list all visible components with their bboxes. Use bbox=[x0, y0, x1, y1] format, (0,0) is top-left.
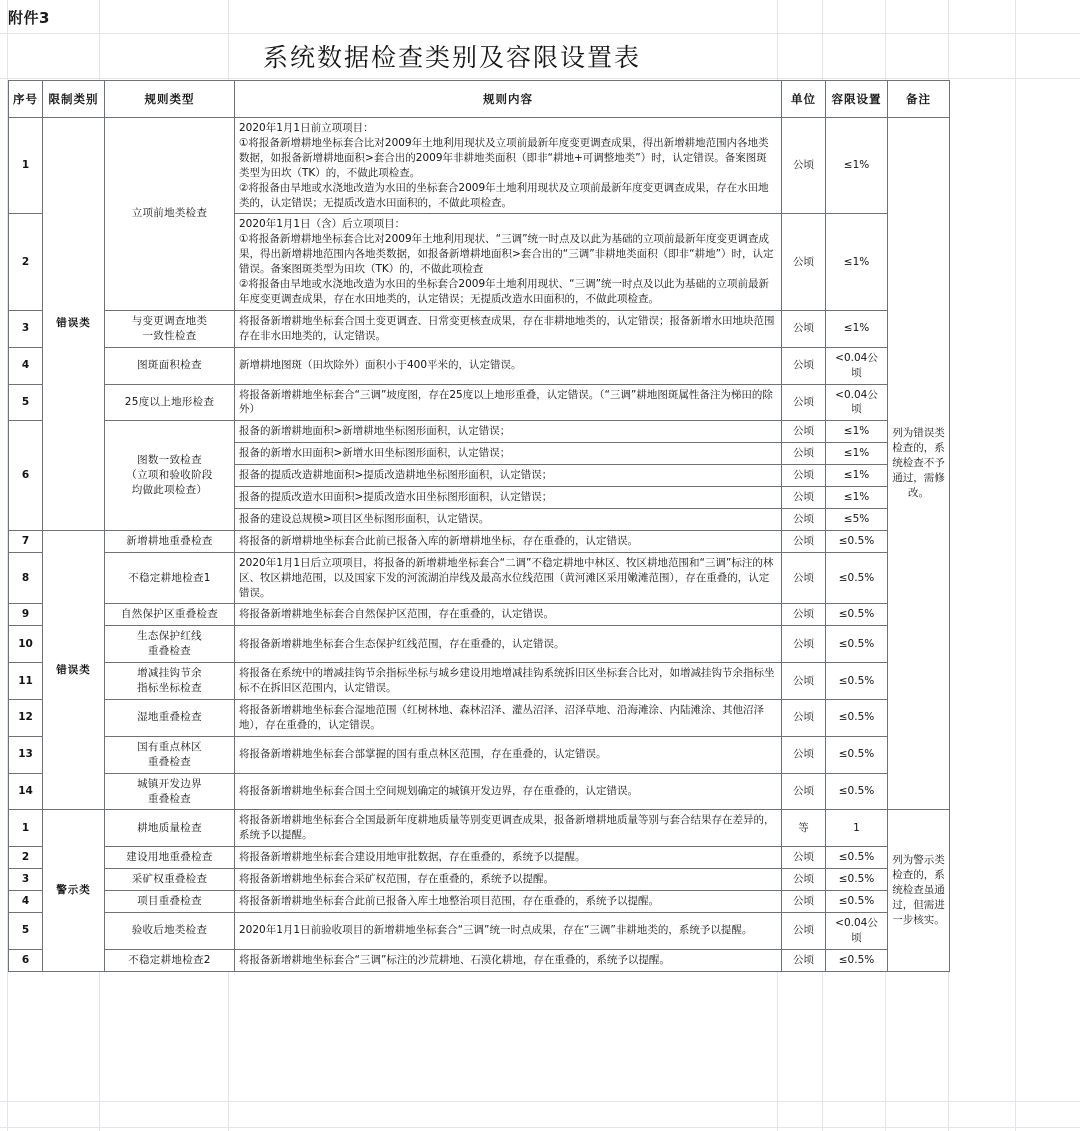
cell-index: 5 bbox=[9, 912, 43, 949]
cell-note-warning: 列为警示类检查的，系统检查虽通过，但需进一步核实。 bbox=[888, 810, 950, 971]
cell-tolerance: ≤0.5% bbox=[826, 847, 888, 869]
cell-rule-type: 国有重点林区 重叠检查 bbox=[105, 736, 235, 773]
cell-rule-content: 报备的提质改造水田面积>提质改造水田坐标图形面积，认定错误； bbox=[235, 487, 782, 509]
table-body bbox=[9, 118, 950, 972]
column-header-note: 备注 bbox=[888, 81, 950, 118]
cell-index: 5 bbox=[9, 384, 43, 421]
cell-rule-content: 2020年1月1日（含）后立项项目： ①将报备新增耕地坐标套合比对2009年土地利用现状、“三调”统一时点及以此为基础的立项前最新年度变更调查成果，得出新增耕地范围内各地类数据，如报备新增耕地面积>套合出的“三调”非耕地类面积（即非“耕地”）时，认定错误。备案图斑类型为田坎（TK）的，不做此项检查 ②将报备由旱地或水浇地改造为水田的坐标套合2009年土地利用现状、“三调”统一时点及以此为基础的立项前最新年度变更调查成果，存在水田地类的，认定错误；无提质改造水田面积的，不做此项检查。 bbox=[235, 214, 782, 310]
cell-rule-content: 报备的提质改造耕地面积>提质改造耕地坐标图形面积，认定错误； bbox=[235, 465, 782, 487]
cell-tolerance: ≤0.5% bbox=[826, 736, 888, 773]
cell-rule-content: 2020年1月1日后立项项目，将报备的新增耕地坐标套合“二调”不稳定耕地中林区、牧区耕地范围和“三调”标注的林区、牧区耕地范围，以及国家下发的河流湖泊岸线及最高水位线范围（黄河滩区采用嫩滩范围），存在重叠的，认定错误。 bbox=[235, 552, 782, 604]
cell-tolerance: ≤0.5% bbox=[826, 626, 888, 663]
cell-index: 14 bbox=[9, 773, 43, 810]
cell-rule-type: 采矿权重叠检查 bbox=[105, 869, 235, 891]
table-row bbox=[9, 773, 950, 810]
cell-index: 8 bbox=[9, 552, 43, 604]
cell-rule-type: 自然保护区重叠检查 bbox=[105, 604, 235, 626]
attachment-label: 附件3 bbox=[8, 8, 50, 27]
table-row bbox=[9, 530, 950, 552]
table-row bbox=[9, 552, 950, 604]
cell-rule-type: 城镇开发边界 重叠检查 bbox=[105, 773, 235, 810]
cell-unit: 公顷 bbox=[782, 118, 826, 214]
cell-unit: 公顷 bbox=[782, 604, 826, 626]
cell-rule-content: 新增耕地图斑（田坎除外）面积小于400平米的，认定错误。 bbox=[235, 347, 782, 384]
cell-unit: 等 bbox=[782, 810, 826, 847]
table-row bbox=[9, 736, 950, 773]
cell-unit: 公顷 bbox=[782, 214, 826, 310]
cell-index: 2 bbox=[9, 847, 43, 869]
cell-index: 3 bbox=[9, 869, 43, 891]
cell-rule-type: 与变更调查地类 一致性检查 bbox=[105, 310, 235, 347]
cell-index: 6 bbox=[9, 421, 43, 531]
table-row bbox=[9, 310, 950, 347]
cell-unit: 公顷 bbox=[782, 736, 826, 773]
cell-rule-content: 将报备新增耕地坐标套合建设用地审批数据，存在重叠的，系统予以提醒。 bbox=[235, 847, 782, 869]
cell-rule-content: 将报备的新增耕地坐标套合此前已报备入库的新增耕地坐标，存在重叠的，认定错误。 bbox=[235, 530, 782, 552]
table-row bbox=[9, 347, 950, 384]
cell-rule-type: 生态保护红线 重叠检查 bbox=[105, 626, 235, 663]
cell-rule-type: 图斑面积检查 bbox=[105, 347, 235, 384]
cell-rule-content: 将报备新增耕地坐标套合采矿权范围，存在重叠的，系统予以提醒。 bbox=[235, 869, 782, 891]
cell-unit: 公顷 bbox=[782, 891, 826, 913]
column-header-index: 序号 bbox=[9, 81, 43, 118]
cell-unit: 公顷 bbox=[782, 443, 826, 465]
page-title: 系统数据检查类别及容限设置表 bbox=[262, 43, 641, 72]
cell-index: 2 bbox=[9, 214, 43, 310]
cell-tolerance: ≤0.5% bbox=[826, 949, 888, 971]
cell-unit: 公顷 bbox=[782, 487, 826, 509]
cell-note-error: 列为错误类检查的，系统检查不予通过，需修改。 bbox=[888, 118, 950, 810]
cell-unit: 公顷 bbox=[782, 847, 826, 869]
cell-tolerance: ≤0.5% bbox=[826, 552, 888, 604]
table-row bbox=[9, 604, 950, 626]
cell-rule-content: 将报备新增耕地坐标套合此前已报备入库土地整治项目范围，存在重叠的，系统予以提醒。 bbox=[235, 891, 782, 913]
cell-rule-type: 项目重叠检查 bbox=[105, 891, 235, 913]
column-header-rule-type: 规则类型 bbox=[105, 81, 235, 118]
attachment-row bbox=[0, 0, 1080, 34]
cell-index: 3 bbox=[9, 310, 43, 347]
cell-tolerance: ≤0.5% bbox=[826, 663, 888, 700]
cell-tolerance: 1 bbox=[826, 810, 888, 847]
table-row bbox=[9, 700, 950, 737]
cell-rule-type: 湿地重叠检查 bbox=[105, 700, 235, 737]
table-row bbox=[9, 891, 950, 913]
cell-tolerance: <0.04公顷 bbox=[826, 912, 888, 949]
cell-rule-type: 验收后地类检查 bbox=[105, 912, 235, 949]
cell-unit: 公顷 bbox=[782, 465, 826, 487]
table-row bbox=[9, 421, 950, 443]
cell-rule-type: 增减挂钩节余 指标坐标检查 bbox=[105, 663, 235, 700]
column-header-category: 限制类别 bbox=[43, 81, 105, 118]
cell-unit: 公顷 bbox=[782, 508, 826, 530]
table-row bbox=[9, 869, 950, 891]
cell-unit: 公顷 bbox=[782, 347, 826, 384]
cell-rule-type: 不稳定耕地检查2 bbox=[105, 949, 235, 971]
cell-index: 4 bbox=[9, 347, 43, 384]
cell-index: 9 bbox=[9, 604, 43, 626]
cell-tolerance: ≤1% bbox=[826, 310, 888, 347]
cell-unit: 公顷 bbox=[782, 869, 826, 891]
cell-rule-content: 将报备新增耕地坐标套合全国最新年度耕地质量等别变更调查成果，报备新增耕地质量等别与套合结果存在差异的，系统予以提醒。 bbox=[235, 810, 782, 847]
cell-rule-type: 图数一致检查 （立项和验收阶段 均做此项检查） bbox=[105, 421, 235, 531]
cell-rule-content: 报备的新增水田面积>新增水田坐标图形面积，认定错误； bbox=[235, 443, 782, 465]
cell-index: 11 bbox=[9, 663, 43, 700]
cell-tolerance: ≤0.5% bbox=[826, 773, 888, 810]
cell-tolerance: ≤1% bbox=[826, 214, 888, 310]
cell-rule-content: 将报备新增耕地坐标套合“三调”坡度图，存在25度以上地形重叠，认定错误。（“三调”耕地图斑属性备注为梯田的除外） bbox=[235, 384, 782, 421]
table-row bbox=[9, 912, 950, 949]
title-band bbox=[0, 34, 1080, 78]
cell-unit: 公顷 bbox=[782, 384, 826, 421]
cell-unit: 公顷 bbox=[782, 421, 826, 443]
cell-rule-content: 将报备新增耕地坐标套合国土空间规划确定的城镇开发边界，存在重叠的，认定错误。 bbox=[235, 773, 782, 810]
cell-rule-content: 将报备新增耕地坐标套合湿地范围（红树林地、森林沼泽、灌丛沼泽、沼泽草地、沿海滩涂、内陆滩涂、其他沼泽地），存在重叠的，认定错误。 bbox=[235, 700, 782, 737]
cell-unit: 公顷 bbox=[782, 626, 826, 663]
column-header-tolerance: 容限设置 bbox=[826, 81, 888, 118]
cell-rule-content: 将报备新增耕地坐标套合部掌握的国有重点林区范围，存在重叠的，认定错误。 bbox=[235, 736, 782, 773]
cell-unit: 公顷 bbox=[782, 530, 826, 552]
cell-unit: 公顷 bbox=[782, 552, 826, 604]
cell-index: 7 bbox=[9, 530, 43, 552]
column-header-content: 规则内容 bbox=[235, 81, 782, 118]
cell-unit: 公顷 bbox=[782, 663, 826, 700]
cell-tolerance: ≤0.5% bbox=[826, 869, 888, 891]
cell-unit: 公顷 bbox=[782, 310, 826, 347]
cell-rule-content: 将报备新增耕地坐标套合“三调”标注的沙荒耕地、石漠化耕地，存在重叠的，系统予以提醒。 bbox=[235, 949, 782, 971]
cell-tolerance: ≤1% bbox=[826, 487, 888, 509]
cell-index: 13 bbox=[9, 736, 43, 773]
cell-index: 10 bbox=[9, 626, 43, 663]
cell-index: 12 bbox=[9, 700, 43, 737]
cell-index: 4 bbox=[9, 891, 43, 913]
cell-rule-content: 将报备新增耕地坐标套合自然保护区范围，存在重叠的，认定错误。 bbox=[235, 604, 782, 626]
table-header-row bbox=[9, 81, 950, 118]
cell-tolerance: ≤5% bbox=[826, 508, 888, 530]
column-header-unit: 单位 bbox=[782, 81, 826, 118]
cell-index: 1 bbox=[9, 810, 43, 847]
cell-rule-type: 不稳定耕地检查1 bbox=[105, 552, 235, 604]
cell-rule-type: 建设用地重叠检查 bbox=[105, 847, 235, 869]
cell-rule-type: 新增耕地重叠检查 bbox=[105, 530, 235, 552]
cell-rule-type: 25度以上地形检查 bbox=[105, 384, 235, 421]
cell-unit: 公顷 bbox=[782, 700, 826, 737]
cell-rule-content: 2020年1月1日前验收项目的新增耕地坐标套合“三调”统一时点成果，存在“三调”非耕地类的，系统予以提醒。 bbox=[235, 912, 782, 949]
cell-tolerance: ≤0.5% bbox=[826, 530, 888, 552]
table-row bbox=[9, 626, 950, 663]
cell-tolerance: ≤0.5% bbox=[826, 700, 888, 737]
cell-tolerance: <0.04公顷 bbox=[826, 384, 888, 421]
cell-index: 1 bbox=[9, 118, 43, 214]
table-row bbox=[9, 949, 950, 971]
cell-category-error: 错误类 bbox=[43, 530, 105, 810]
cell-rule-content: 报备的建设总规模>项目区坐标图形面积，认定错误。 bbox=[235, 508, 782, 530]
table-row bbox=[9, 810, 950, 847]
table-row bbox=[9, 118, 950, 214]
cell-rule-content: 将报备在系统中的增减挂钩节余指标坐标与城乡建设用地增减挂钩系统拆旧区坐标套合比对，如增减挂钩节余指标坐标不在拆旧区范围内，认定错误。 bbox=[235, 663, 782, 700]
cell-rule-content: 将报备新增耕地坐标套合国土变更调查、日常变更核查成果，存在非耕地地类的，认定错误；报备新增水田地块范围存在非水田地类的，认定错误。 bbox=[235, 310, 782, 347]
cell-unit: 公顷 bbox=[782, 912, 826, 949]
cell-rule-content: 2020年1月1日前立项项目： ①将报备新增耕地坐标套合比对2009年土地利用现状及立项前最新年度变更调查成果，得出新增耕地范围内各地类数据，如报备新增耕地面积>套合出的2009年非耕地类面积（即非“耕地+可调整地类”）时，认定错误。备案图斑类型为田坎（TK）的，不做此项检查。 ②将报备由旱地或水浇地改造为水田的坐标套合2009年土地利用现状及立项前最新年度变更调查成果，存在水田地类的，认定错误；无提质改造水田面积的，不做此项检查。 bbox=[235, 118, 782, 214]
cell-category-warning: 警示类 bbox=[43, 810, 105, 971]
cell-unit: 公顷 bbox=[782, 949, 826, 971]
table-row bbox=[9, 847, 950, 869]
table-row bbox=[9, 663, 950, 700]
cell-unit: 公顷 bbox=[782, 773, 826, 810]
cell-tolerance: ≤0.5% bbox=[826, 604, 888, 626]
cell-tolerance: ≤0.5% bbox=[826, 891, 888, 913]
table-row bbox=[9, 384, 950, 421]
cell-tolerance: ≤1% bbox=[826, 443, 888, 465]
cell-rule-type: 立项前地类检查 bbox=[105, 118, 235, 311]
rules-table bbox=[8, 80, 950, 972]
cell-rule-type: 耕地质量检查 bbox=[105, 810, 235, 847]
cell-rule-content: 将报备新增耕地坐标套合生态保护红线范围，存在重叠的，认定错误。 bbox=[235, 626, 782, 663]
cell-tolerance: ≤1% bbox=[826, 118, 888, 214]
cell-tolerance: <0.04公顷 bbox=[826, 347, 888, 384]
cell-tolerance: ≤1% bbox=[826, 421, 888, 443]
cell-index: 6 bbox=[9, 949, 43, 971]
cell-tolerance: ≤1% bbox=[826, 465, 888, 487]
cell-rule-content: 报备的新增耕地面积>新增耕地坐标图形面积，认定错误； bbox=[235, 421, 782, 443]
cell-category-error: 错误类 bbox=[43, 118, 105, 531]
